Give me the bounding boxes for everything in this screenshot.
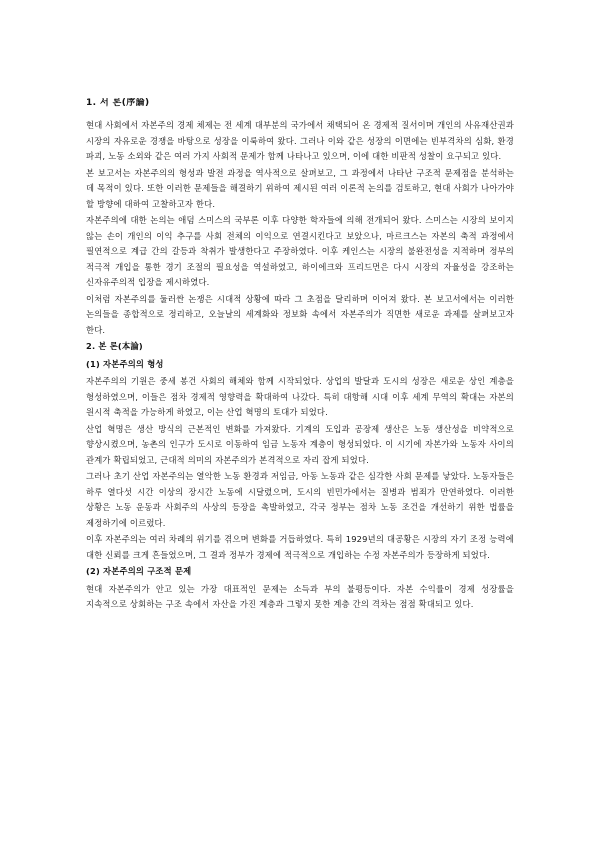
paragraph: 현대 자본주의가 안고 있는 가장 대표적인 문제는 소득과 부의 불평등이다. 자본 수익률이 경제 성장률을 지속적으로 상회하는 구조 속에서 자산을 가진 계층과 그렇지 못한 계층 간의 격차는 점점 확대되고 있다. bbox=[86, 583, 514, 609]
document-body bbox=[86, 98, 514, 614]
paragraph: 자본주의에 대한 논의는 애덤 스미스의 국부론 이후 다양한 학자들에 의해 전개되어 왔다. 스미스는 시장의 보이지 않는 손이 개인의 이익 추구를 사회 전체의 이익으로 연결시킨다고 보았으나, 마르크스는 자본의 축적 과정에서 필연적으로 계급 간의 갈등과 착취가 발생한다고 주장하였다. 이후 케인스는 시장의 불완전성을 지적하며 정부의 적극적 개입을 통한 경기 조절의 필요성을 역설하였고, 하이에크와 프리드먼은 다시 시장의 자율성을 강조하는 신자유주의적 입장을 제시하였다. bbox=[86, 215, 514, 287]
paragraph: 현대 사회에서 자본주의 경제 체제는 전 세계 대부분의 국가에서 채택되어 온 경제적 질서이며 개인의 사유재산권과 시장의 자유로운 경쟁을 바탕으로 성장을 이룩하여 왔다. 그러나 이와 같은 성장의 이면에는 빈부격차의 심화, 환경 파괴, 노동 소외와 같은 여러 가지 사회적 문제가 함께 나타나고 있으며, 이에 대한 비판적 성찰이 요구되고 있다. bbox=[86, 120, 514, 161]
paragraph: 이처럼 자본주의를 둘러싼 논쟁은 시대적 상황에 따라 그 초점을 달리하며 이어져 왔다. 본 보고서에서는 이러한 논의들을 종합적으로 정리하고, 오늘날의 세계화와 정보화 속에서 자본주의가 직면한 새로운 과제를 살펴보고자 한다. bbox=[86, 293, 514, 335]
paragraph: 본 보고서는 자본주의의 형성과 발전 과정을 역사적으로 살펴보고, 그 과정에서 나타난 구조적 문제점을 분석하는 데 목적이 있다. 또한 이러한 문제들을 해결하기 위하여 제시된 여러 이론적 논의를 검토하고, 현대 사회가 나아가야 할 방향에 대하여 고찰하고자 한다. bbox=[86, 167, 514, 209]
paragraph: 이후 자본주의는 여러 차례의 위기를 겪으며 변화를 거듭하였다. 특히 1929년의 대공황은 시장의 자기 조정 능력에 대한 신뢰를 크게 흔들었으며, 그 결과 정부가 경제에 적극적으로 개입하는 수정 자본주의가 등장하게 되었다. bbox=[86, 534, 514, 560]
section-heading-intro: 1. 서 론(序論) bbox=[86, 98, 150, 108]
subsection-heading-problems: (2) 자본주의의 구조적 문제 bbox=[86, 566, 192, 576]
paragraph: 그러나 초기 산업 자본주의는 열악한 노동 환경과 저임금, 아동 노동과 같은 심각한 사회 문제를 낳았다. 노동자들은 하루 열다섯 시간 이상의 장시간 노동에 시달렸으며, 도시의 빈민가에서는 질병과 범죄가 만연하였다. 이러한 상황은 노동 운동과 사회주의 사상의 등장을 촉발하였고, 각국 정부는 점차 노동 조건을 개선하기 위한 법률을 제정하기에 이르렀다. bbox=[86, 471, 514, 528]
paragraph: 산업 혁명은 생산 방식의 근본적인 변화를 가져왔다. 기계의 도입과 공장제 생산은 노동 생산성을 비약적으로 향상시켰으며, 농촌의 인구가 도시로 이동하여 임금 노동자 계층이 형성되었다. 이 시기에 자본가와 노동자 사이의 관계가 확립되었고, 근대적 의미의 자본주의가 본격적으로 자리 잡게 되었다. bbox=[86, 423, 514, 465]
paragraph: 자본주의의 기원은 중세 봉건 사회의 해체와 함께 시작되었다. 상업의 발달과 도시의 성장은 새로운 상인 계층을 형성하였으며, 이들은 점차 경제적 영향력을 확대하여 나갔다. 특히 대항해 시대 이후 세계 무역의 확대는 자본의 원시적 축적을 가능하게 하였고, 이는 산업 혁명의 토대가 되었다. bbox=[86, 376, 514, 417]
subsection-heading-formation: (1) 자본주의의 형성 bbox=[86, 358, 164, 369]
section-heading-body: 2. 본 론(本論) bbox=[86, 341, 143, 351]
